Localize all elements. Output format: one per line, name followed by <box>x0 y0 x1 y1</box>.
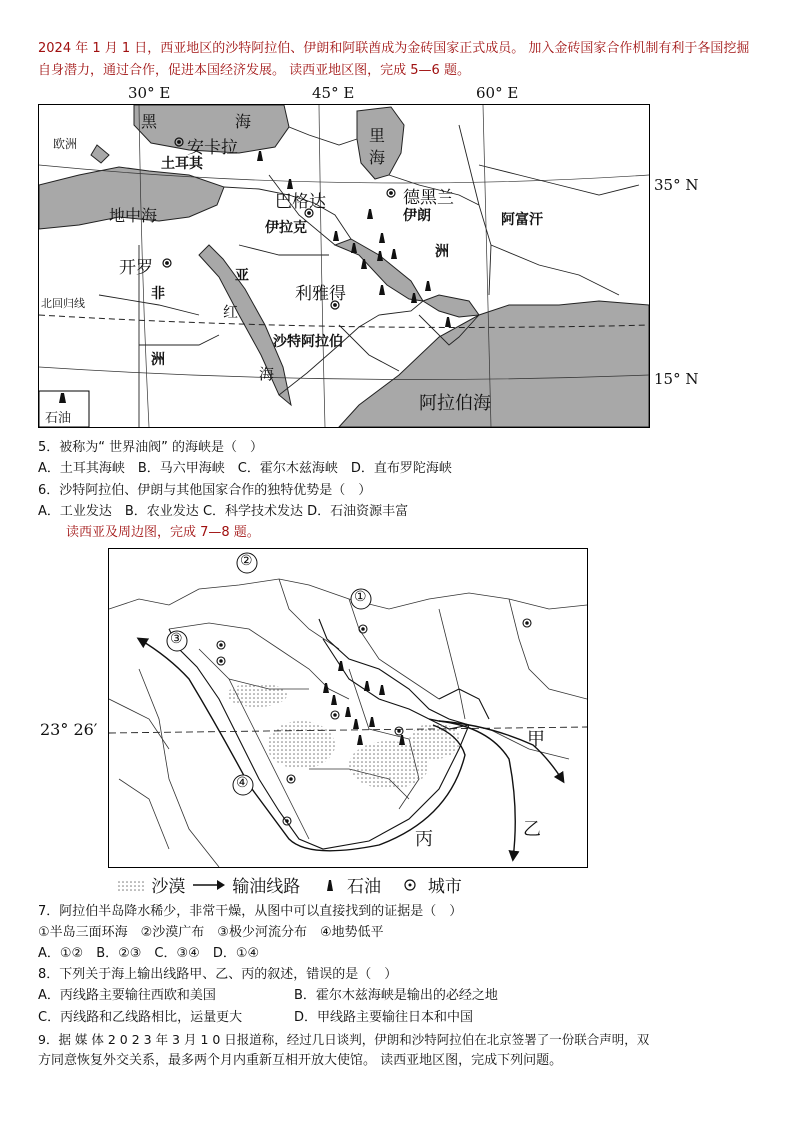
q6-options: A．工业发达 B．农业发达 C．科学技术发达 D．石油资源丰富 <box>38 504 409 519</box>
route-label-bing: 丙 <box>415 829 433 850</box>
legend-oil-label: 石油 <box>45 411 72 426</box>
q8-stem: 8．下列关于海上输出线路甲、乙、丙的叙述，错误的是（ ） <box>38 967 398 982</box>
label-tropic: 北回归线 <box>41 297 85 310</box>
route-legend-arrow-icon <box>191 878 227 892</box>
label-caspian-2: 海 <box>369 148 386 167</box>
west-asia-oil-routes-map <box>108 548 588 868</box>
desert-legend-swatch <box>118 877 146 893</box>
q9-line-1: 9．据 媒 体 2 0 2 3 年 3 月 1 0 日报道称，经过几日谈判，伊朗和沙特阿拉伯在北京签署了一份联合声明，双 <box>38 1032 650 1047</box>
marker-1: ① <box>354 589 367 605</box>
lat-label-35n: 35° N <box>654 176 699 194</box>
q8-option-a: A．丙线路主要输往西欧和美国 <box>38 988 216 1003</box>
marker-2: ② <box>240 553 253 569</box>
label-red-sea-1: 红 <box>223 303 239 321</box>
label-black-sea-1: 黑 <box>141 112 158 131</box>
lon-label-60e: 60° E <box>476 84 519 102</box>
label-arabian-sea: 阿拉伯海 <box>419 393 491 414</box>
legend-city: 城市 <box>427 877 462 897</box>
marker-4: ④ <box>236 775 249 791</box>
lat-label-15n: 15° N <box>654 370 699 388</box>
label-cairo: 开罗 <box>119 258 153 278</box>
lon-label-45e: 45° E <box>312 84 355 102</box>
label-africa-2: 洲 <box>151 352 165 368</box>
west-asia-oil-routes-map-svg <box>109 549 587 867</box>
label-asia-zhou: 洲 <box>435 244 449 260</box>
label-caspian-1: 里 <box>369 126 386 145</box>
marker-3: ③ <box>170 631 183 647</box>
oil-legend-icon <box>318 877 342 893</box>
label-turkey: 土耳其 <box>161 156 203 172</box>
q8-option-c: C．丙线路和乙线路相比，运量更大 <box>38 1010 243 1025</box>
label-black-sea-2: 海 <box>235 112 252 131</box>
q6-stem: 6．沙特阿拉伯、伊朗与其他国家合作的独特优势是（ ） <box>38 483 372 498</box>
lat-label-tropic: 23° 26′ <box>40 720 98 739</box>
legend-desert: 沙漠 <box>151 877 186 897</box>
route-label-jia: 甲 <box>527 729 545 750</box>
label-tehran: 德黑兰 <box>403 188 454 208</box>
label-baghdad: 巴格达 <box>275 192 326 212</box>
q7-items: ①半岛三面环海 ②沙漠广布 ③极少河流分布 ④地势低平 <box>38 925 384 940</box>
label-ankara: 安卡拉 <box>187 138 238 158</box>
intro-text: 2024 年 1 月 1 日，西亚地区的沙特阿拉伯、伊朗和阿联酋成为金砖国家正式成员。 加入金砖国家合作机制有利于各国挖掘自身潜力，通过合作，促进本国经济发展。 读西亚地区图，完成 5—6 题。 <box>38 41 750 78</box>
label-afghanistan: 阿富汗 <box>501 212 543 228</box>
label-asia: 亚 <box>235 268 249 284</box>
label-riyadh: 利雅得 <box>295 284 346 304</box>
label-mediterranean: 地中海 <box>109 206 158 225</box>
q7-options: A．①② B．②③ C．③④ D．①④ <box>38 946 260 961</box>
label-africa-1: 非 <box>151 286 165 302</box>
q8-option-b: B．霍尔木兹海峡是输出的必经之地 <box>294 988 498 1003</box>
map2-legend <box>118 872 462 897</box>
legend-oil: 石油 <box>347 877 382 897</box>
legend-route: 输油线路 <box>232 877 301 897</box>
q5-stem: 5．被称为“ 世界油阀” 的海峡是（ ） <box>38 440 264 455</box>
label-europe: 欧洲 <box>53 137 78 151</box>
label-red-sea-2: 海 <box>259 365 275 383</box>
label-iraq: 伊拉克 <box>265 220 307 236</box>
west-asia-map <box>38 104 650 428</box>
q5-options: A．土耳其海峡 B．马六甲海峡 C．霍尔木兹海峡 D．直布罗陀海峡 <box>38 461 452 476</box>
city-legend-icon <box>398 877 422 893</box>
q7-stem: 7．阿拉伯半岛降水稀少，非常干燥，从图中可以直接找到的证据是（ ） <box>38 904 463 919</box>
label-iran: 伊朗 <box>403 208 431 224</box>
lon-label-30e: 30° E <box>128 84 171 102</box>
intro-7-8: 读西亚及周边图，完成 7—8 题。 <box>66 525 260 540</box>
q8-option-d: D．甲线路主要输往日本和中国 <box>294 1010 474 1025</box>
route-label-yi: 乙 <box>523 819 541 840</box>
label-saudi-arabia: 沙特阿拉伯 <box>273 334 343 350</box>
q9-line-2: 方同意恢复外交关系，最多两个月内重新互相开放大使馆。 读西亚地区图，完成下列问题。 <box>38 1053 563 1068</box>
